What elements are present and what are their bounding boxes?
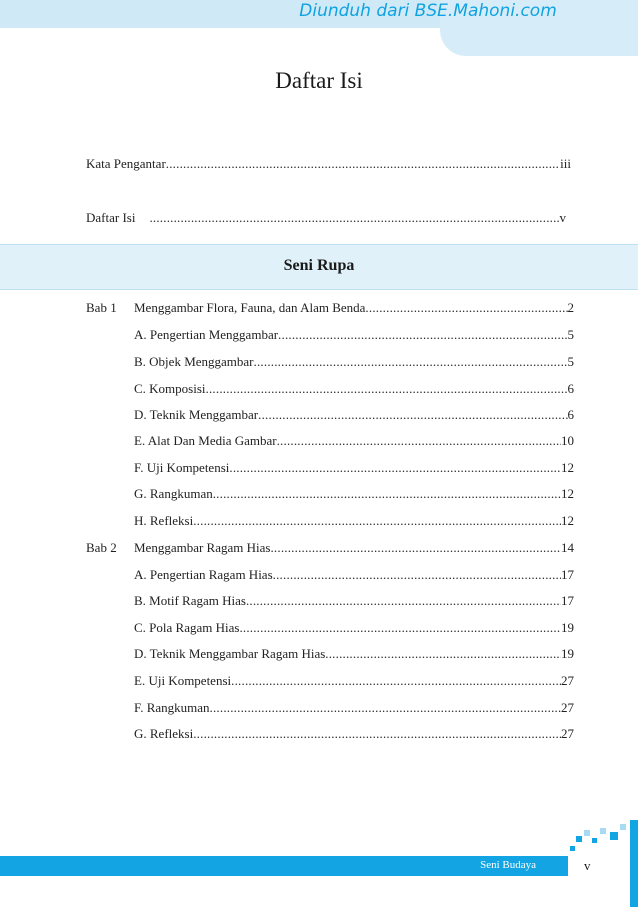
toc-item[interactable] [134,433,574,449]
toc-item[interactable] [134,620,574,636]
toc-item-label: F. Rangkuman [134,700,210,715]
decorative-square [584,830,590,836]
dot-leader [166,156,560,172]
dot-leader [278,327,567,343]
dot-leader [210,700,561,716]
decorative-square [610,832,618,840]
dot-leader [239,620,561,636]
decorative-square [620,824,626,830]
toc-item[interactable] [134,726,574,742]
toc-item-label: B. Motif Ragam Hias [134,593,246,608]
dot-leader [231,673,561,689]
toc-item-page: 19 [561,646,574,661]
dot-leader [277,433,561,449]
toc-item[interactable] [134,567,574,583]
toc-chapter-bab-1[interactable] [86,300,574,316]
toc-item-page: 12 [561,486,574,501]
footer-bar [0,856,568,876]
toc-item-page: 5 [567,354,574,369]
watermark-text: Diunduh dari BSE.Mahoni.com [299,1,557,21]
section-header-bar [0,244,638,290]
toc-entry-page: v [559,210,566,225]
footer-page-number: v [584,858,591,873]
dot-leader [273,567,561,583]
toc-item-label: C. Komposisi [134,381,206,396]
toc-item[interactable] [134,460,574,476]
footer-book-title: Seni Budaya [480,859,536,871]
decorative-square [592,838,597,843]
toc-entry-label: Daftar Isi [86,210,136,225]
toc-item-page: 19 [561,620,574,635]
dot-leader [254,354,568,370]
toc-item-label: H. Refleksi [134,513,194,528]
chapter-page: 14 [561,540,574,555]
page-edge-band [630,820,638,907]
toc-item[interactable] [134,327,574,343]
dot-leader [149,210,559,226]
chapter-number: Bab 2 [86,540,117,555]
decorative-square [570,846,575,851]
dot-leader [229,460,561,476]
toc-item-label: G. Rangkuman [134,486,213,501]
toc-item-page: 27 [561,700,574,715]
toc-item-page: 12 [561,460,574,475]
dot-leader [258,407,567,423]
toc-item-page: 27 [561,673,574,688]
dot-leader [365,300,567,316]
dot-leader [325,646,561,662]
toc-item-page: 5 [567,327,574,342]
toc-item[interactable] [134,513,574,529]
toc-item[interactable] [134,486,574,502]
toc-item-page: 6 [567,407,574,422]
section-title: Seni Rupa [283,257,355,274]
toc-item-label: D. Teknik Menggambar [134,407,259,422]
toc-entry-kata-pengantar[interactable] [86,156,571,172]
dot-leader [246,593,561,609]
toc-item[interactable] [134,700,574,716]
toc-item-label: C. Pola Ragam Hias [134,620,240,635]
decorative-square [600,828,606,834]
toc-item-label: B. Objek Menggambar [134,354,254,369]
toc-entry-label: Kata Pengantar [86,156,166,171]
toc-chapter-bab-2[interactable] [86,540,574,556]
dot-leader [193,726,561,742]
page-title: Daftar Isi [275,68,363,93]
toc-item-page: 17 [561,593,574,608]
toc-item[interactable] [134,354,574,370]
toc-item[interactable] [134,381,574,397]
toc-item-label: A. Pengertian Menggambar [134,327,279,342]
toc-item[interactable] [134,407,574,423]
toc-item-page: 10 [561,433,574,448]
toc-item[interactable] [134,593,574,609]
toc-item-label: A. Pengertian Ragam Hias [134,567,273,582]
dot-leader [213,486,561,502]
toc-item-page: 6 [567,381,574,396]
toc-entry-daftar-isi[interactable] [86,210,566,226]
toc-item-label: E. Uji Kompetensi [134,673,232,688]
decorative-square [576,836,582,842]
toc-item-page: 27 [561,726,574,741]
toc-item-page: 17 [561,567,574,582]
toc-item-label: D. Teknik Menggambar Ragam Hias [134,646,326,661]
chapter-number: Bab 1 [86,300,117,315]
toc-item[interactable] [134,673,574,689]
toc-entry-page: iii [560,156,571,171]
toc-item-label: F. Uji Kompetensi [134,460,230,475]
toc-item[interactable] [134,646,574,662]
toc-item-label: G. Refleksi [134,726,194,741]
chapter-title: Menggambar Flora, Fauna, dan Alam Benda [134,300,366,315]
dot-leader [193,513,561,529]
toc-item-page: 12 [561,513,574,528]
dot-leader [270,540,561,556]
dot-leader [206,381,568,397]
toc-item-label: E. Alat Dan Media Gambar [134,433,277,448]
top-banner [0,0,638,60]
chapter-page: 2 [567,300,574,315]
chapter-title: Menggambar Ragam Hias [134,540,271,555]
